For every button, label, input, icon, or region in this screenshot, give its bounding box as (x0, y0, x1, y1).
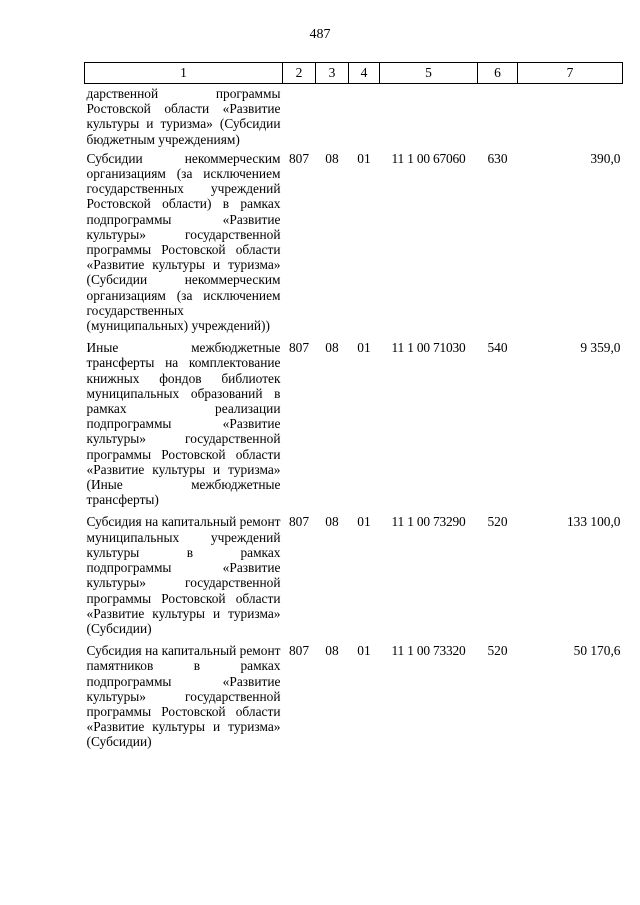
row-col4: 01 (357, 643, 371, 659)
header-col-6: 6 (478, 63, 518, 84)
row-col3: 08 (325, 514, 339, 530)
table-body (85, 84, 623, 753)
row-col7: 133 100,0 (566, 514, 621, 530)
continuation-text: дарственной программы Ростовской области «Развитие культуры и туризма» (Субсидии бюджетным учреждениям) (86, 86, 281, 147)
row-col2: 807 (288, 340, 310, 356)
continuation-row (85, 84, 623, 147)
row-col2: 807 (288, 514, 310, 530)
row-col2: 807 (288, 643, 310, 659)
row-col4: 01 (357, 340, 371, 356)
table-row (85, 510, 623, 639)
row-col5: 11 1 00 71030 (391, 340, 466, 356)
row-description: Иные межбюджетные трансферты на комплектование книжных фондов библиотек муниципальных образований в рамках реализации подпрограммы «Развитие культуры» государственной программы Ростовской области «Развитие культуры и туризма» (Иные межбюджетные трансферты) (86, 340, 281, 508)
row-col4: 01 (357, 150, 371, 166)
header-col-5: 5 (380, 63, 478, 84)
row-description: Субсидия на капитальный ремонт муниципальных учреждений культуры в рамках подпрограммы «Развитие культуры» государственной программы Ростовской области «Развитие культуры и туризма» (Субсидии) (86, 514, 281, 636)
row-col3: 08 (325, 340, 339, 356)
row-description: Субсидия на капитальный ремонт памятников в рамках подпрограммы «Развитие культуры» государственной программы Ростовской области «Развитие культуры и туризма» (Субсидии) (86, 643, 281, 750)
page-number: 487 (309, 27, 331, 42)
table-row (85, 336, 623, 510)
budget-table (84, 62, 623, 753)
row-col3: 08 (325, 643, 339, 659)
header-col-1: 1 (85, 63, 283, 84)
row-col3: 08 (325, 150, 339, 166)
row-col5: 11 1 00 67060 (391, 150, 466, 166)
row-col6: 630 (487, 150, 508, 166)
row-col6: 540 (487, 340, 508, 356)
row-description: Субсидии некоммерческим организациям (за исключением государственных учреждений Ростовской области) в рамках подпрограммы «Развитие культуры» государственной программы Ростовской области «Развитие культуры и туризма» (Субсидии некоммерческим организациям (за исключением государственных (муниципальных) учреждений)) (86, 150, 281, 334)
table-row (85, 147, 623, 336)
header-col-4: 4 (349, 63, 380, 84)
row-col4: 01 (357, 514, 371, 530)
row-col7: 50 170,6 (573, 643, 621, 659)
row-col5: 11 1 00 73320 (391, 643, 466, 659)
header-col-7: 7 (518, 63, 623, 84)
header-row (85, 63, 623, 84)
row-col7: 9 359,0 (580, 340, 621, 356)
row-col7: 390,0 (590, 150, 621, 166)
header-col-2: 2 (283, 63, 316, 84)
table-row (85, 639, 623, 752)
row-col6: 520 (487, 643, 508, 659)
row-col6: 520 (487, 514, 508, 530)
table-header (85, 63, 623, 84)
header-col-3: 3 (316, 63, 349, 84)
row-col5: 11 1 00 73290 (391, 514, 466, 530)
row-col2: 807 (288, 150, 310, 166)
